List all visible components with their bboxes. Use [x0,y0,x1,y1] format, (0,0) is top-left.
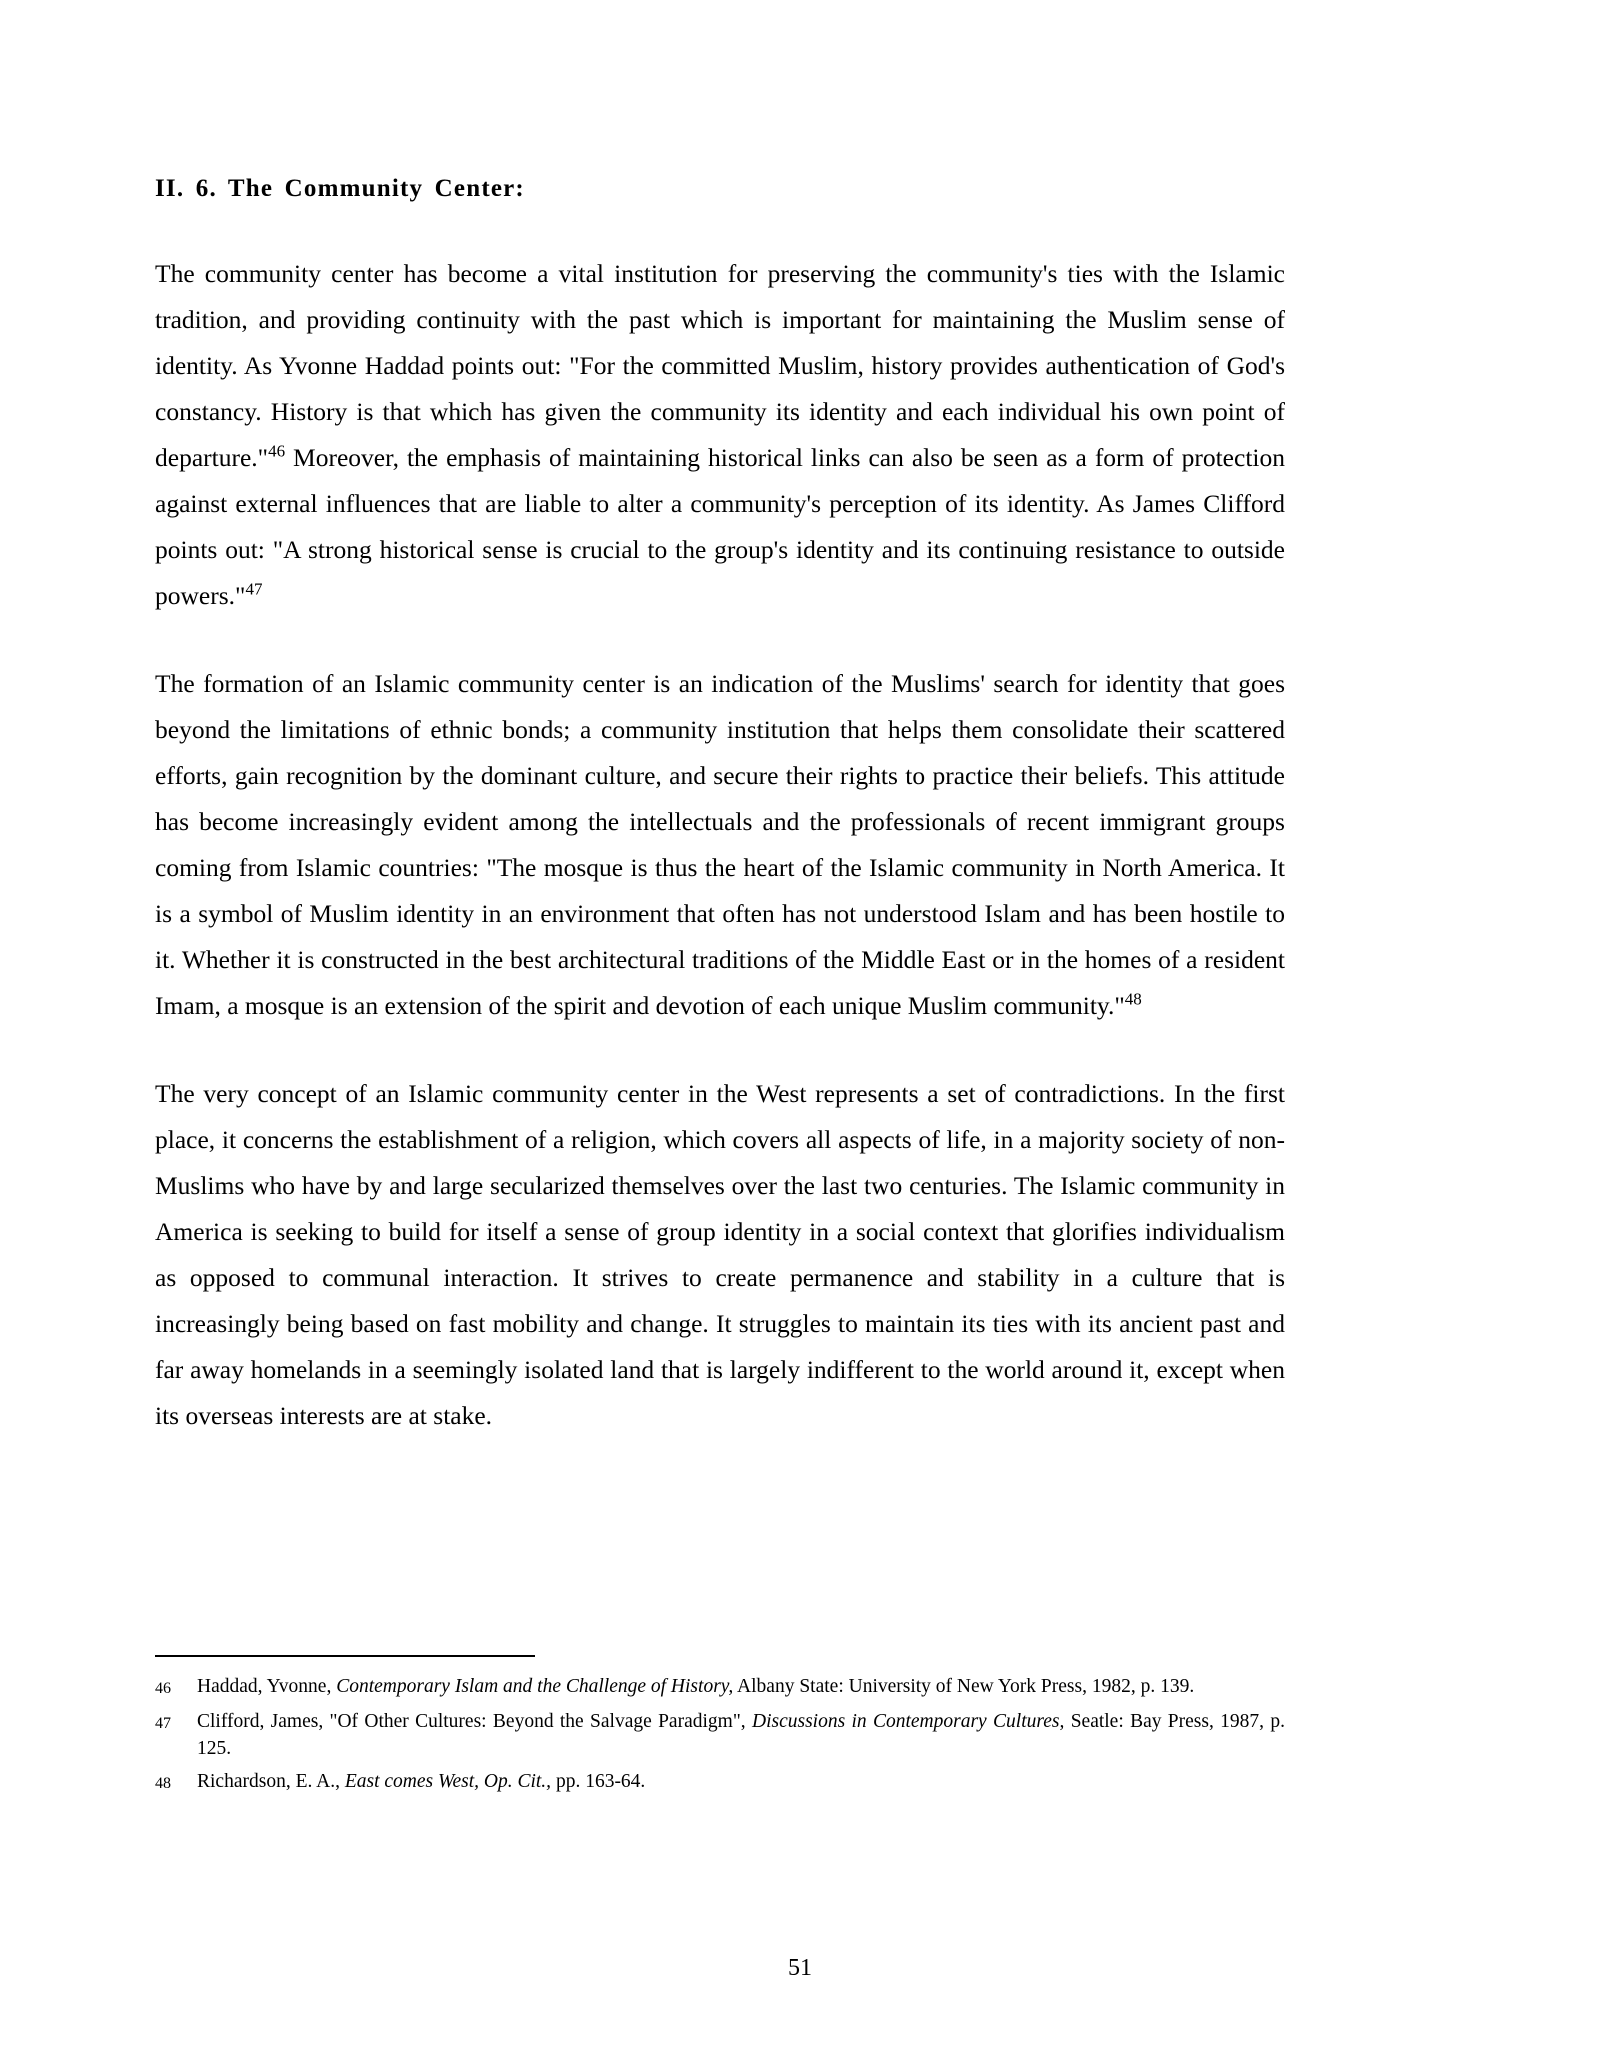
footnote-item [155,1768,1285,1797]
footnote-number: 47 [155,1715,171,1732]
para-2: The formation of an Islamic community center is an indication of the Muslims' search for identity that goes beyond the limitations of ethnic bonds; a community institution that helps them consolidate their scattered efforts, gain recognition by the dominant culture, and secure their rights to practice their beliefs. This attitude has become increasingly evident among the intellectuals and the professionals of recent immigrant groups coming from Islamic countries: "The mosque is thus the heart of the Islamic community in North America. It is a symbol of Muslim identity in an environment that often has not understood Islam and has been hostile to it. Whether it is constructed in the best architectural traditions of the Middle East or in the homes of a resident Imam, a mosque is an extension of the spirit and devotion of each unique Muslim community."$^{48}$ [155,669,1285,1020]
footnote-area [155,1655,1285,1803]
footnote-text: Clifford, James, "Of Other Cultures: Beyond the Salvage Paradigm", Discussions in Contemporary Cultures, Seatle: Bay Press, 1987, p. 125. [197,1711,1285,1759]
para-3: The very concept of an Islamic community center in the West represents a set of contradictions. In the first place, it concerns the establishment of a religion, which covers all aspects of life, in a majority society of non-Muslims who have by and large secularized themselves over the last two centuries. The Islamic community in America is seeking to build for itself a sense of group identity in a social context that glorifies individualism as opposed to communal interaction. It strives to create permanence and stability in a culture that is increasingly being based on fast mobility and change. It struggles to maintain its ties with its ancient past and far away homelands in a seemingly isolated land that is largely indifferent to the world around it, except when its overseas interests are at stake. [155,1079,1285,1430]
page-content [155,175,1285,1439]
footnote-text: Haddad, Yvonne, Contemporary Islam and the Challenge of History, Albany State: University of New York Press, 1982, p. 139. [197,1676,1195,1697]
footnote-list [155,1673,1285,1797]
para-1: The community center has become a vital institution for preserving the community's ties with the Islamic tradition, and providing continuity with the past which is important for maintaining the Muslim sense of identity. As Yvonne Haddad points out: "For the committed Muslim, history provides authentication of God's constancy. History is that which has given the community its identity and each individual his own point of departure."$^{46}$ Moreover, the emphasis of maintaining historical links can also be seen as a form of protection against external influences that are liable to alter a community's perception of its identity. As James Clifford points out: "A strong historical sense is crucial to the group's identity and its continuing resistance to outside powers."$^{47}$ [155,259,1285,610]
footnote-text: Richardson, E. A., East comes West, Op. Cit., pp. 163-64. [197,1771,646,1792]
footnote-separator-rule [155,1655,535,1657]
footnote-marker[interactable]: 46 [268,441,286,461]
page-number: 51 [788,1955,812,1981]
footnote-marker[interactable]: 48 [1124,989,1142,1009]
footnote-number: 46 [155,1680,171,1697]
footnote-number: 48 [155,1775,171,1792]
footnote-item [155,1673,1285,1702]
body-text [155,251,1285,1439]
footnote-item [155,1708,1285,1762]
footnote-marker[interactable]: 47 [245,579,263,599]
section-heading: II. 6. The Community Center: [155,175,525,202]
